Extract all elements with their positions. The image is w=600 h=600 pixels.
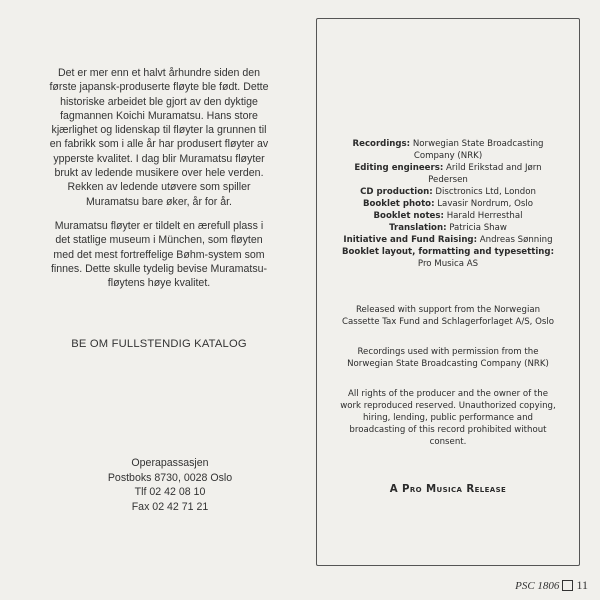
notice-line: broadcasting of this record prohibited without — [349, 425, 547, 435]
text-line: en fabrikk som i alle år har produsert fløyter av — [49, 138, 269, 151]
credit-editing-cont: Pedersen — [428, 175, 468, 185]
address-line: Operapassasjen — [131, 457, 209, 469]
text-line: Det er mer enn et halvt århundre siden den — [58, 67, 260, 79]
text-line: fløytens høye kvalitet. — [107, 277, 211, 290]
credit-recordings: Recordings: Norwegian State Broadcasting — [352, 139, 544, 149]
release-label: A Pro Musica Release — [389, 484, 507, 495]
notice-line: Norwegian State Broadcasting Company (NRK) — [347, 359, 549, 369]
text-line: historiske arbeidet ble gjort av den dyktige — [60, 95, 258, 108]
notice-line: All rights of the producer and the owner of the — [347, 389, 548, 399]
notice-line: hiring, lending, public performance and — [363, 413, 533, 423]
credit-initiative: Initiative and Fund Raising: Andreas Sønning — [343, 235, 553, 245]
credits-list — [318, 138, 578, 270]
credit-booklet-notes: Booklet notes: Harald Herresthal — [373, 211, 523, 221]
contact-address — [70, 456, 270, 514]
credit-cd-production: CD production: Disctronics Ltd, London — [360, 187, 536, 197]
catalog-code: PSC 1806 — [515, 579, 560, 592]
text-line: Muramatsu fløyter er tildelt en ærefull plass i — [54, 219, 264, 232]
support-notice — [318, 304, 578, 328]
text-line: fagmannen Koichi Muramatsu. Hans store — [60, 109, 258, 122]
text-line: med det mest fortreffelige Bøhm-system som — [53, 248, 265, 261]
text-line: Rekken av ledende utøvere som spiller — [67, 181, 251, 194]
phone-line: Tlf 02 42 08 10 — [134, 486, 206, 498]
address-line: Postboks 8730, 0028 Oslo — [107, 471, 233, 484]
text-line: kjærlighet og lidenskap til fløyter la grunnen til — [51, 124, 267, 137]
text-line: ypperste kvalitet. I dag blir Muramatsu fløyter — [53, 152, 265, 165]
notice-line: Recordings used with permission from the — [357, 347, 539, 357]
museum-paragraph — [22, 219, 296, 290]
credit-layout: Booklet layout, formatting and typesetting: — [341, 247, 555, 257]
notice-line: Released with support from the Norwegian — [355, 305, 541, 315]
text-line: brukt av ledende musikere over hele verden. — [54, 167, 264, 180]
credit-recordings-cont: Company (NRK) — [413, 151, 483, 161]
catalog-request: BE OM FULLSTENDIG KATALOG — [71, 338, 247, 350]
notice-line: consent. — [429, 437, 467, 447]
permission-notice — [318, 346, 578, 370]
notice-line: Cassette Tax Fund and Schlagerforlaget A/S, Oslo — [341, 317, 555, 327]
text-line: Muramatsu bare øker, år for år. — [85, 195, 232, 208]
credit-booklet-photo: Booklet photo: Lavasir Nordrum, Oslo — [362, 199, 534, 209]
norwegian-text-column — [22, 66, 296, 300]
square-icon — [562, 580, 573, 591]
intro-paragraph — [22, 66, 296, 209]
rights-notice — [318, 388, 578, 448]
text-line: finnes. Dette skulle tydelig bevise Muramatsu- — [50, 262, 268, 275]
credit-translation: Translation: Patricia Shaw — [389, 223, 507, 233]
credit-editing: Editing engineers: Arild Erikstad and Jørn — [354, 163, 542, 173]
page-number: 11 — [576, 578, 588, 592]
notice-line: work reproduced reserved. Unauthorized copying, — [340, 401, 556, 411]
page-footer — [515, 578, 588, 593]
fax-line: Fax 02 42 71 21 — [131, 500, 209, 513]
credit-layout-value: Pro Musica AS — [417, 259, 479, 269]
text-line: første japansk-produserte fløyte ble født. Dette — [49, 81, 269, 94]
text-line: det statlige museum i München, som fløyten — [55, 234, 263, 247]
